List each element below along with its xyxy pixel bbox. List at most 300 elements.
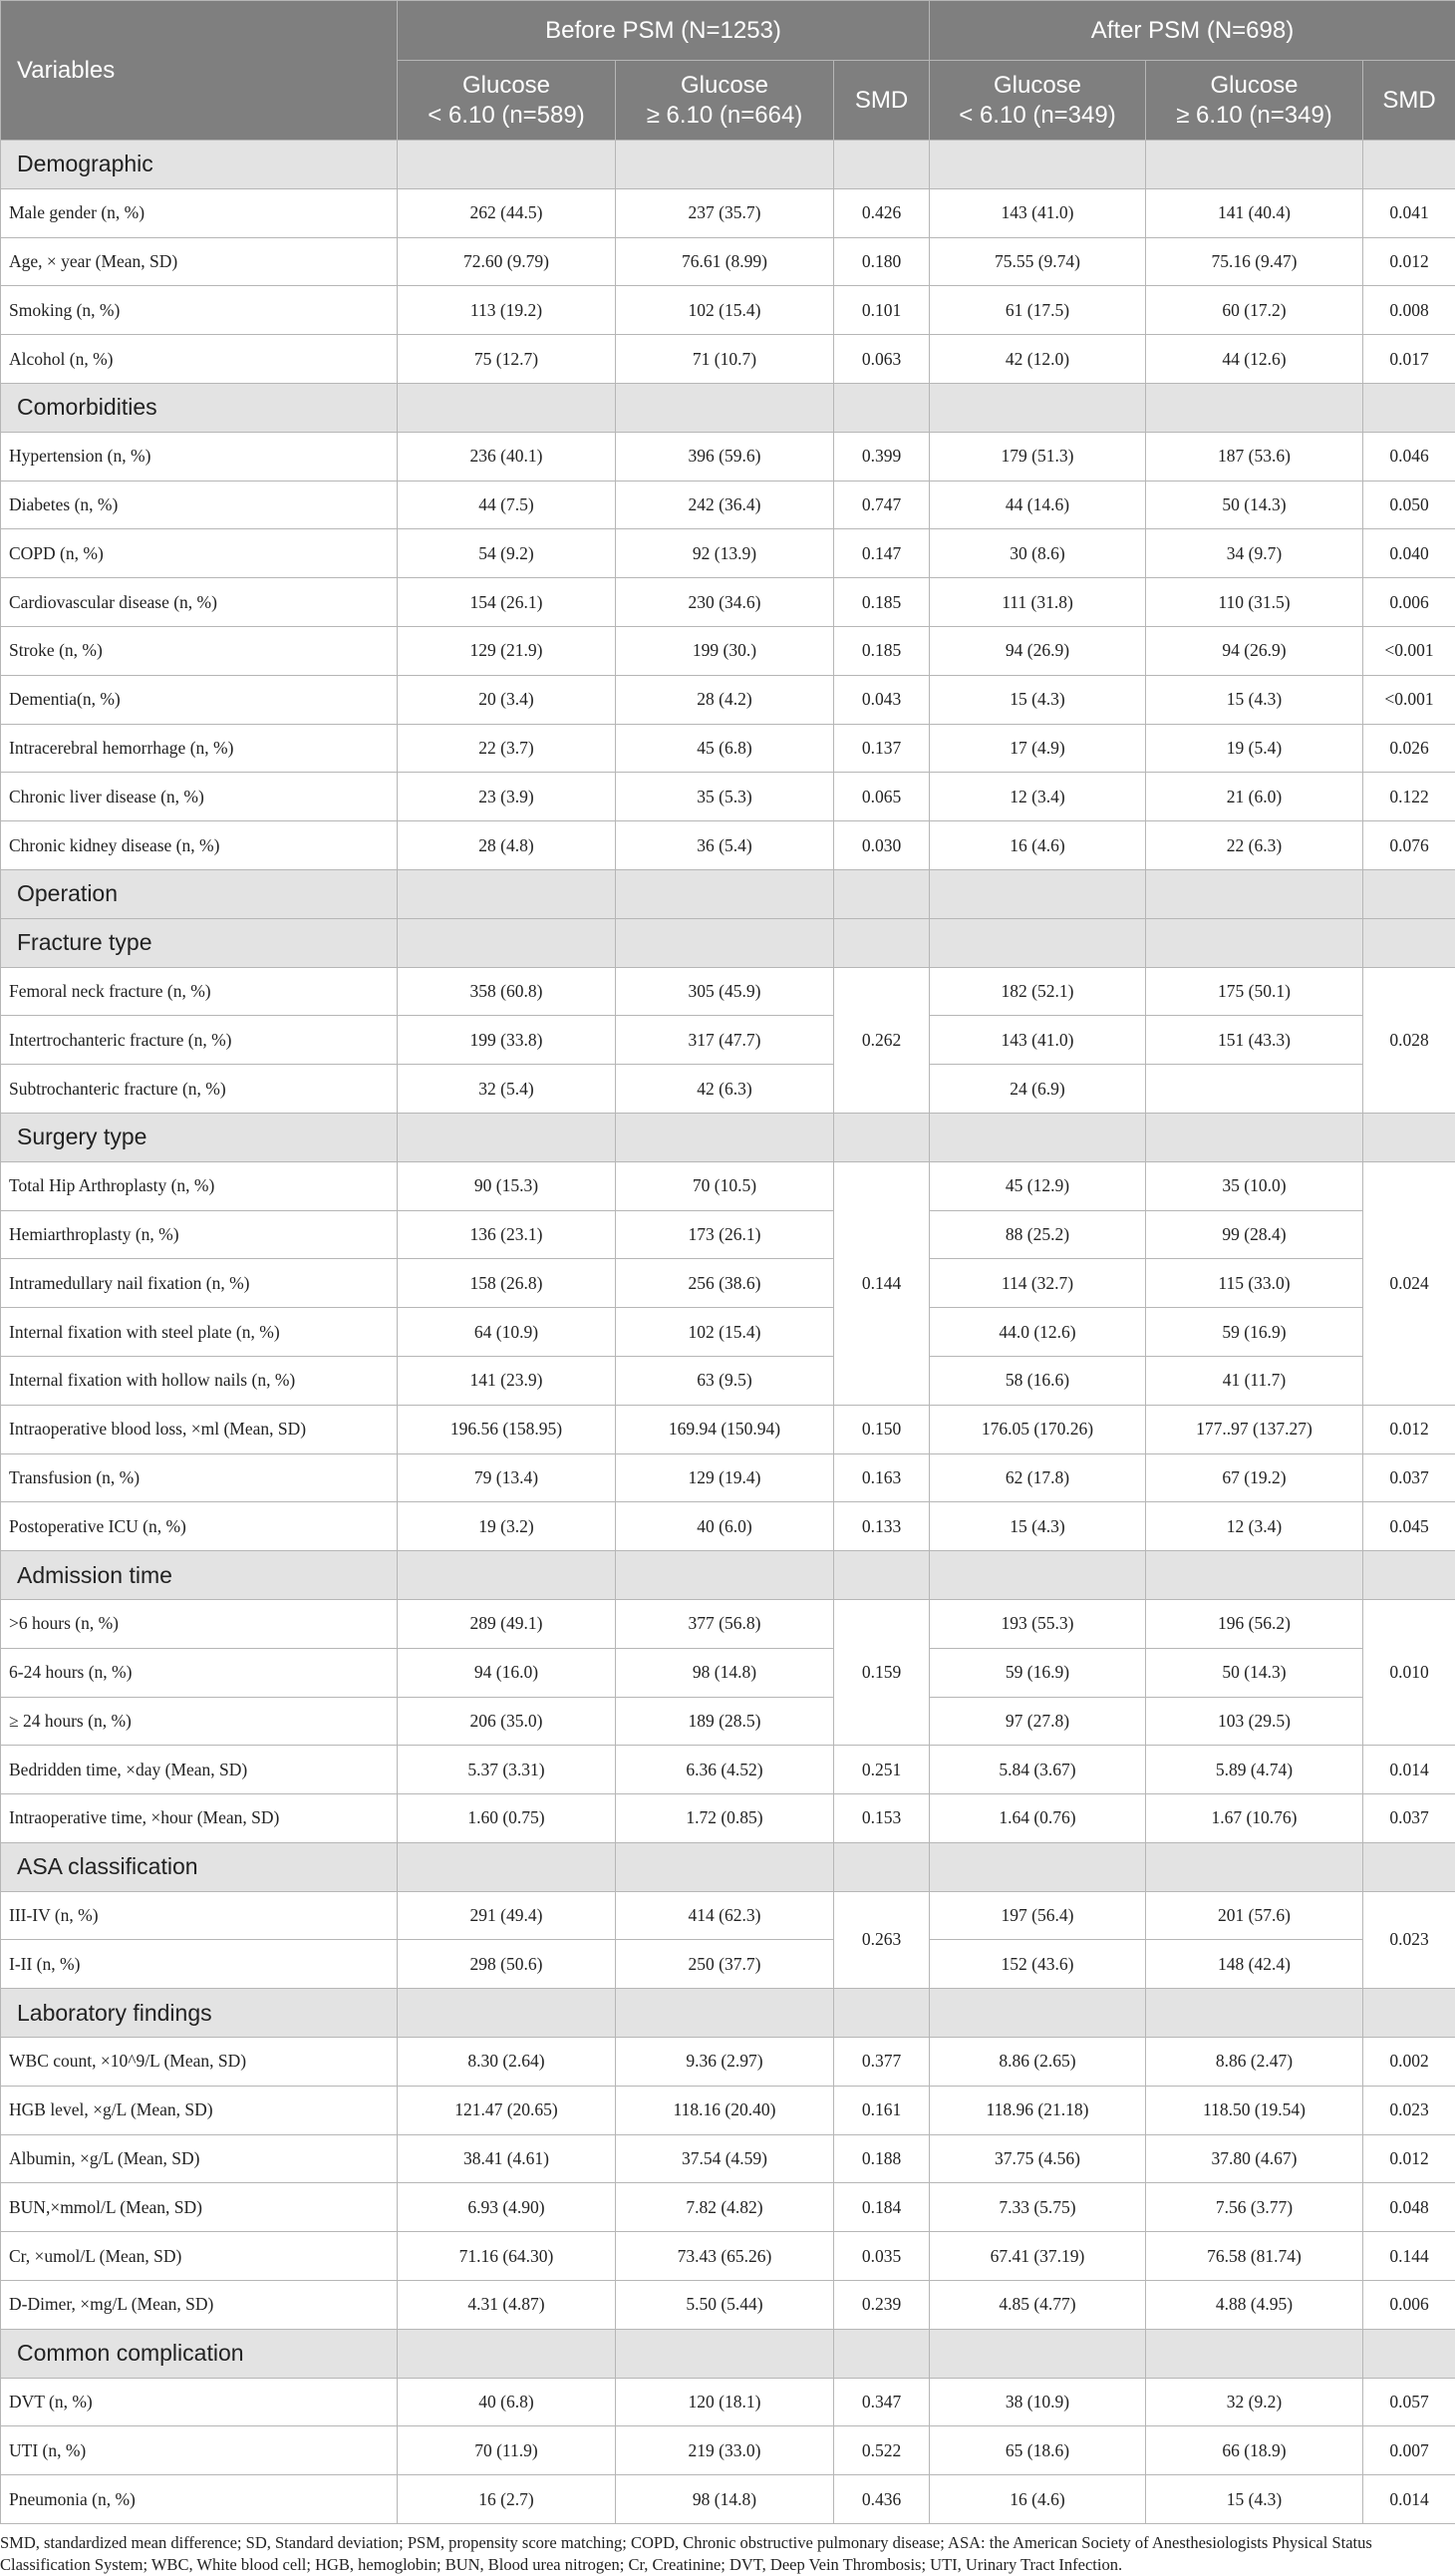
header-line: Glucose (680, 71, 769, 99)
table-row (1, 2183, 1455, 2232)
cell-after-smd: 0.017 (1363, 335, 1455, 384)
row-label: Internal fixation with steel plate (n, %) (1, 1308, 398, 1357)
cell-after-glucose-high: 12 (3.4) (1146, 1502, 1363, 1551)
section-empty-cell (930, 869, 1146, 918)
cell-before-glucose-high: 6.36 (4.52) (616, 1746, 834, 1794)
cell-before-glucose-low: 71.16 (64.30) (398, 2232, 616, 2281)
table-row (1, 2378, 1455, 2426)
cell-before-glucose-low: 94 (16.0) (398, 1648, 616, 1697)
cell-after-smd: 0.144 (1363, 2232, 1455, 2281)
section-empty-cell (1146, 1551, 1363, 1600)
cell-after-glucose-high: 75.16 (9.47) (1146, 237, 1363, 286)
section-empty-cell (1146, 918, 1363, 967)
row-label: 6-24 hours (n, %) (1, 1648, 398, 1697)
cell-after-glucose-low: 12 (3.4) (930, 773, 1146, 821)
table-row (1, 1161, 1455, 1210)
table-row (1, 1697, 1455, 1746)
cell-before-glucose-high: 242 (36.4) (616, 481, 834, 529)
cell-after-glucose-low: 7.33 (5.75) (930, 2183, 1146, 2232)
cell-before-glucose-high: 377 (56.8) (616, 1599, 834, 1648)
cell-after-glucose-low: 44 (14.6) (930, 481, 1146, 529)
cell-before-glucose-low: 44 (7.5) (398, 481, 616, 529)
section-title: Admission time (1, 1551, 398, 1600)
section-empty-cell (930, 1113, 1146, 1161)
cell-before-glucose-low: 6.93 (4.90) (398, 2183, 616, 2232)
cell-after-glucose-low: 118.96 (21.18) (930, 2086, 1146, 2134)
cell-before-glucose-high: 71 (10.7) (616, 335, 834, 384)
cell-after-glucose-low: 88 (25.2) (930, 1210, 1146, 1259)
table-row (1, 1259, 1455, 1308)
cell-before-glucose-high: 199 (30.) (616, 626, 834, 675)
cell-before-glucose-low: 5.37 (3.31) (398, 1746, 616, 1794)
cell-before-smd: 0.426 (834, 188, 930, 237)
cell-before-glucose-low: 20 (3.4) (398, 675, 616, 724)
cell-after-glucose-low: 143 (41.0) (930, 1016, 1146, 1065)
cell-after-smd: 0.012 (1363, 237, 1455, 286)
cell-before-glucose-low: 291 (49.4) (398, 1891, 616, 1940)
section-title: Comorbidities (1, 383, 398, 432)
header-line: SMD (1382, 86, 1436, 114)
cell-before-glucose-high: 414 (62.3) (616, 1891, 834, 1940)
section-title: Demographic (1, 141, 398, 189)
cell-before-glucose-high: 102 (15.4) (616, 286, 834, 335)
section-empty-cell (616, 383, 834, 432)
cell-before-glucose-high: 70 (10.5) (616, 1161, 834, 1210)
row-label: Intraoperative blood loss, ×ml (Mean, SD) (1, 1405, 398, 1453)
row-label: ≥ 24 hours (n, %) (1, 1697, 398, 1746)
row-label: III-IV (n, %) (1, 1891, 398, 1940)
table-row (1, 724, 1455, 773)
section-empty-cell (1146, 1842, 1363, 1891)
section-empty-cell (616, 918, 834, 967)
table-row (1, 1356, 1455, 1405)
cell-before-glucose-high: 45 (6.8) (616, 724, 834, 773)
cell-after-smd: 0.012 (1363, 2134, 1455, 2183)
cell-before-smd: 0.133 (834, 1502, 930, 1551)
cell-before-glucose-high: 305 (45.9) (616, 967, 834, 1016)
cell-after-glucose-high: 1.67 (10.76) (1146, 1794, 1363, 1843)
cell-before-smd: 0.188 (834, 2134, 930, 2183)
cell-after-glucose-high: 67 (19.2) (1146, 1453, 1363, 1502)
cell-before-smd: 0.147 (834, 529, 930, 578)
cell-before-glucose-high: 396 (59.6) (616, 432, 834, 481)
cell-before-smd: 0.153 (834, 1794, 930, 1843)
table-row (1, 188, 1455, 237)
cell-before-smd: 0.065 (834, 773, 930, 821)
row-label: Smoking (n, %) (1, 286, 398, 335)
cell-after-glucose-high: 196 (56.2) (1146, 1599, 1363, 1648)
cell-before-smd: 0.185 (834, 626, 930, 675)
table-row (1, 626, 1455, 675)
section-empty-cell (1363, 1551, 1455, 1600)
section-empty-cell (398, 383, 616, 432)
cell-after-glucose-low: 1.64 (0.76) (930, 1794, 1146, 1843)
table-row (1, 481, 1455, 529)
cell-after-glucose-low: 42 (12.0) (930, 335, 1146, 384)
section-header-row (1, 141, 1455, 189)
table-row (1, 1065, 1455, 1114)
header-line: SMD (854, 86, 909, 114)
row-label: Intraoperative time, ×hour (Mean, SD) (1, 1794, 398, 1843)
cell-after-glucose-low: 44.0 (12.6) (930, 1308, 1146, 1357)
table-row (1, 237, 1455, 286)
cell-before-glucose-low: 19 (3.2) (398, 1502, 616, 1551)
cell-before-glucose-high: 5.50 (5.44) (616, 2281, 834, 2330)
cell-after-smd: 0.057 (1363, 2378, 1455, 2426)
section-title: Fracture type (1, 918, 398, 967)
cell-after-glucose-low: 4.85 (4.77) (930, 2281, 1146, 2330)
cell-before-smd: 0.239 (834, 2281, 930, 2330)
section-empty-cell (1146, 1989, 1363, 2038)
cell-before-glucose-low: 289 (49.1) (398, 1599, 616, 1648)
table-row (1, 2086, 1455, 2134)
cell-before-glucose-low: 70 (11.9) (398, 2426, 616, 2475)
cell-before-smd: 0.747 (834, 481, 930, 529)
table-row (1, 1794, 1455, 1843)
cell-after-glucose-low: 193 (55.3) (930, 1599, 1146, 1648)
cell-before-glucose-low: 8.30 (2.64) (398, 2038, 616, 2087)
row-label: D-Dimer, ×mg/L (Mean, SD) (1, 2281, 398, 2330)
cell-after-glucose-high: 99 (28.4) (1146, 1210, 1363, 1259)
cell-after-smd: 0.014 (1363, 2475, 1455, 2524)
section-empty-cell (834, 141, 930, 189)
cell-before-glucose-low: 22 (3.7) (398, 724, 616, 773)
cell-after-glucose-high: 118.50 (19.54) (1146, 2086, 1363, 2134)
row-label: BUN,×mmol/L (Mean, SD) (1, 2183, 398, 2232)
cell-after-glucose-high: 8.86 (2.47) (1146, 2038, 1363, 2087)
section-empty-cell (616, 1842, 834, 1891)
section-title: Common complication (1, 2329, 398, 2378)
cell-before-glucose-low: 79 (13.4) (398, 1453, 616, 1502)
cell-before-glucose-high: 98 (14.8) (616, 1648, 834, 1697)
cell-before-glucose-low: 141 (23.9) (398, 1356, 616, 1405)
section-empty-cell (616, 1989, 834, 2038)
section-empty-cell (398, 869, 616, 918)
row-label: Alcohol (n, %) (1, 335, 398, 384)
cell-before-glucose-high: 230 (34.6) (616, 578, 834, 627)
section-empty-cell (398, 141, 616, 189)
section-empty-cell (930, 1842, 1146, 1891)
header-variables: Variables (1, 1, 398, 141)
table-body (1, 141, 1455, 2524)
section-empty-cell (930, 1989, 1146, 2038)
row-label: Hemiarthroplasty (n, %) (1, 1210, 398, 1259)
table-row (1, 1940, 1455, 1989)
table-row (1, 1308, 1455, 1357)
cell-before-glucose-high: 98 (14.8) (616, 2475, 834, 2524)
cell-before-smd: 0.161 (834, 2086, 930, 2134)
cell-before-smd: 0.184 (834, 2183, 930, 2232)
section-title: Laboratory findings (1, 1989, 398, 2038)
cell-after-smd: 0.023 (1363, 2086, 1455, 2134)
section-title: Surgery type (1, 1113, 398, 1161)
row-label: Bedridden time, ×day (Mean, SD) (1, 1746, 398, 1794)
table-row (1, 1891, 1455, 1940)
section-empty-cell (834, 383, 930, 432)
row-label: Chronic liver disease (n, %) (1, 773, 398, 821)
cell-after-glucose-high: 15 (4.3) (1146, 675, 1363, 724)
cell-before-glucose-high: 42 (6.3) (616, 1065, 834, 1114)
header-before-psm: Before PSM (N=1253) (398, 1, 930, 61)
cell-before-smd: 0.063 (834, 335, 930, 384)
header-after-psm: After PSM (N=698) (930, 1, 1455, 61)
cell-after-glucose-low: 111 (31.8) (930, 578, 1146, 627)
table-row (1, 2475, 1455, 2524)
cell-after-glucose-low: 30 (8.6) (930, 529, 1146, 578)
section-empty-cell (930, 918, 1146, 967)
row-label: Chronic kidney disease (n, %) (1, 821, 398, 870)
section-header-row (1, 1113, 1455, 1161)
cell-after-glucose-high: 5.89 (4.74) (1146, 1746, 1363, 1794)
cell-before-glucose-high: 317 (47.7) (616, 1016, 834, 1065)
header-before-smd (834, 61, 930, 141)
cell-after-glucose-high: 34 (9.7) (1146, 529, 1363, 578)
section-empty-cell (930, 1551, 1146, 1600)
table-row (1, 1453, 1455, 1502)
cell-before-glucose-high: 73.43 (65.26) (616, 2232, 834, 2281)
row-label: Dementia(n, %) (1, 675, 398, 724)
cell-before-glucose-high: 7.82 (4.82) (616, 2183, 834, 2232)
cell-after-smd: 0.012 (1363, 1405, 1455, 1453)
table-row (1, 2281, 1455, 2330)
cell-after-glucose-low: 152 (43.6) (930, 1940, 1146, 1989)
cell-before-smd: 0.436 (834, 2475, 930, 2524)
section-empty-cell (398, 2329, 616, 2378)
header-line: < 6.10 (n=349) (959, 101, 1116, 129)
row-label: I-II (n, %) (1, 1940, 398, 1989)
row-label: Femoral neck fracture (n, %) (1, 967, 398, 1016)
header-line: < 6.10 (n=589) (428, 101, 585, 129)
cell-after-glucose-high: 60 (17.2) (1146, 286, 1363, 335)
cell-before-glucose-low: 4.31 (4.87) (398, 2281, 616, 2330)
cell-before-glucose-high: 35 (5.3) (616, 773, 834, 821)
cell-after-smd: 0.045 (1363, 1502, 1455, 1551)
table-row (1, 335, 1455, 384)
section-empty-cell (1363, 1842, 1455, 1891)
cell-after-glucose-high: 50 (14.3) (1146, 1648, 1363, 1697)
section-empty-cell (398, 918, 616, 967)
cell-after-glucose-high: 21 (6.0) (1146, 773, 1363, 821)
cell-after-glucose-high: 110 (31.5) (1146, 578, 1363, 627)
cell-after-glucose-high: 32 (9.2) (1146, 2378, 1363, 2426)
cell-after-smd: 0.010 (1363, 1599, 1455, 1745)
row-label: Hypertension (n, %) (1, 432, 398, 481)
row-label: Intramedullary nail fixation (n, %) (1, 1259, 398, 1308)
section-empty-cell (1146, 1113, 1363, 1161)
section-empty-cell (398, 1989, 616, 2038)
header-after-glucose-high (1146, 61, 1363, 141)
row-label: Age, × year (Mean, SD) (1, 237, 398, 286)
table-footnote: SMD, standardized mean difference; SD, Standard deviation; PSM, propensity score matching; COPD, Chronic obstructive pulmonary disease; ASA: the American Society of Anesthesiologists Physical Status Classification System; WBC, White blood cell; HGB, hemoglobin; BUN, Blood urea nitrogen; Cr, Creatinine; DVT, Deep Vein Thrombosis; UTI, Urinary Tract Infection. (0, 2533, 1372, 2574)
row-label: UTI (n, %) (1, 2426, 398, 2475)
section-empty-cell (1363, 1113, 1455, 1161)
cell-before-glucose-high: 169.94 (150.94) (616, 1405, 834, 1453)
cell-before-glucose-high: 250 (37.7) (616, 1940, 834, 1989)
cell-before-glucose-high: 102 (15.4) (616, 1308, 834, 1357)
section-empty-cell (834, 1842, 930, 1891)
cell-before-smd: 0.399 (834, 432, 930, 481)
cell-after-glucose-high: 201 (57.6) (1146, 1891, 1363, 1940)
header-line: Glucose (993, 71, 1082, 99)
cell-before-smd: 0.035 (834, 2232, 930, 2281)
cell-before-glucose-low: 54 (9.2) (398, 529, 616, 578)
row-label: Cardiovascular disease (n, %) (1, 578, 398, 627)
table-row (1, 286, 1455, 335)
cell-before-glucose-low: 38.41 (4.61) (398, 2134, 616, 2183)
table-row (1, 1210, 1455, 1259)
cell-after-smd: 0.037 (1363, 1794, 1455, 1843)
cell-after-smd: 0.008 (1363, 286, 1455, 335)
cell-before-glucose-high: 76.61 (8.99) (616, 237, 834, 286)
cell-after-smd: 0.023 (1363, 1891, 1455, 1989)
cell-before-glucose-high: 237 (35.7) (616, 188, 834, 237)
table-row (1, 773, 1455, 821)
section-empty-cell (1363, 2329, 1455, 2378)
section-empty-cell (930, 141, 1146, 189)
cell-before-glucose-high: 63 (9.5) (616, 1356, 834, 1405)
table-row (1, 675, 1455, 724)
cell-after-glucose-low: 24 (6.9) (930, 1065, 1146, 1114)
row-label: COPD (n, %) (1, 529, 398, 578)
table-row (1, 1016, 1455, 1065)
cell-after-smd: 0.050 (1363, 481, 1455, 529)
cell-before-glucose-low: 129 (21.9) (398, 626, 616, 675)
row-label: Pneumonia (n, %) (1, 2475, 398, 2524)
cell-after-glucose-low: 15 (4.3) (930, 675, 1146, 724)
cell-before-glucose-low: 136 (23.1) (398, 1210, 616, 1259)
cell-after-smd: 0.026 (1363, 724, 1455, 773)
cell-after-glucose-high: 7.56 (3.77) (1146, 2183, 1363, 2232)
cell-before-smd: 0.347 (834, 2378, 930, 2426)
section-title: ASA classification (1, 1842, 398, 1891)
cell-after-smd: 0.007 (1363, 2426, 1455, 2475)
section-empty-cell (1146, 141, 1363, 189)
cell-before-smd: 0.180 (834, 237, 930, 286)
cell-before-glucose-high: 28 (4.2) (616, 675, 834, 724)
section-empty-cell (834, 869, 930, 918)
cell-after-glucose-high: 4.88 (4.95) (1146, 2281, 1363, 2330)
cell-before-glucose-low: 236 (40.1) (398, 432, 616, 481)
header-before-glucose-high (616, 61, 834, 141)
cell-after-glucose-high: 15 (4.3) (1146, 2475, 1363, 2524)
cell-before-glucose-high: 1.72 (0.85) (616, 1794, 834, 1843)
section-empty-cell (834, 1113, 930, 1161)
cell-before-glucose-high: 189 (28.5) (616, 1697, 834, 1746)
cell-before-glucose-low: 154 (26.1) (398, 578, 616, 627)
cell-before-glucose-low: 358 (60.8) (398, 967, 616, 1016)
cell-after-smd: 0.046 (1363, 432, 1455, 481)
row-label: Intracerebral hemorrhage (n, %) (1, 724, 398, 773)
cell-after-smd: 0.041 (1363, 188, 1455, 237)
cell-after-glucose-low: 67.41 (37.19) (930, 2232, 1146, 2281)
row-label: Internal fixation with hollow nails (n, %) (1, 1356, 398, 1405)
cell-before-glucose-low: 113 (19.2) (398, 286, 616, 335)
section-empty-cell (834, 1551, 930, 1600)
section-empty-cell (616, 1551, 834, 1600)
header-line: ≥ 6.10 (n=349) (1176, 101, 1332, 129)
row-label: Postoperative ICU (n, %) (1, 1502, 398, 1551)
cell-before-glucose-low: 72.60 (9.79) (398, 237, 616, 286)
cell-before-glucose-high: 9.36 (2.97) (616, 2038, 834, 2087)
cell-after-glucose-low: 97 (27.8) (930, 1697, 1146, 1746)
cell-after-glucose-low: 8.86 (2.65) (930, 2038, 1146, 2087)
section-header-row (1, 2329, 1455, 2378)
row-label: Intertrochanteric fracture (n, %) (1, 1016, 398, 1065)
cell-before-smd: 0.137 (834, 724, 930, 773)
cell-after-smd: 0.014 (1363, 1746, 1455, 1794)
header-line: Glucose (461, 71, 551, 99)
section-header-row (1, 869, 1455, 918)
header-row-1 (1, 1, 1455, 61)
table-row (1, 2426, 1455, 2475)
header-after-glucose-low (930, 61, 1146, 141)
table-header (1, 1, 1455, 141)
section-empty-cell (1363, 141, 1455, 189)
section-empty-cell (1363, 1989, 1455, 2038)
section-empty-cell (834, 2329, 930, 2378)
row-label: DVT (n, %) (1, 2378, 398, 2426)
cell-after-glucose-low: 5.84 (3.67) (930, 1746, 1146, 1794)
cell-after-smd: 0.006 (1363, 2281, 1455, 2330)
cell-before-glucose-low: 32 (5.4) (398, 1065, 616, 1114)
cell-before-smd: 0.159 (834, 1599, 930, 1745)
table-row (1, 1599, 1455, 1648)
section-empty-cell (930, 383, 1146, 432)
header-line: ≥ 6.10 (n=664) (646, 101, 803, 129)
cell-after-glucose-low: 17 (4.9) (930, 724, 1146, 773)
section-empty-cell (398, 1551, 616, 1600)
cell-before-smd: 0.043 (834, 675, 930, 724)
cell-after-glucose-high: 35 (10.0) (1146, 1161, 1363, 1210)
table-row (1, 967, 1455, 1016)
section-empty-cell (834, 1989, 930, 2038)
table-row (1, 2134, 1455, 2183)
cell-after-glucose-low: 143 (41.0) (930, 188, 1146, 237)
cell-before-smd: 0.185 (834, 578, 930, 627)
cell-after-glucose-high: 187 (53.6) (1146, 432, 1363, 481)
row-label: Transfusion (n, %) (1, 1453, 398, 1502)
section-header-row (1, 1551, 1455, 1600)
cell-after-glucose-high: 76.58 (81.74) (1146, 2232, 1363, 2281)
cell-before-glucose-low: 206 (35.0) (398, 1697, 616, 1746)
cell-after-glucose-low: 16 (4.6) (930, 821, 1146, 870)
cell-before-smd: 0.522 (834, 2426, 930, 2475)
cell-after-glucose-high: 22 (6.3) (1146, 821, 1363, 870)
row-label: Diabetes (n, %) (1, 481, 398, 529)
cell-after-glucose-low: 16 (4.6) (930, 2475, 1146, 2524)
cell-after-smd: 0.048 (1363, 2183, 1455, 2232)
cell-after-glucose-high: 94 (26.9) (1146, 626, 1363, 675)
cell-after-glucose-low: 45 (12.9) (930, 1161, 1146, 1210)
cell-after-glucose-high (1146, 1065, 1363, 1114)
cell-before-smd: 0.377 (834, 2038, 930, 2087)
table-row (1, 432, 1455, 481)
cell-before-smd: 0.030 (834, 821, 930, 870)
section-empty-cell (616, 869, 834, 918)
cell-before-glucose-high: 37.54 (4.59) (616, 2134, 834, 2183)
cell-after-glucose-high: 44 (12.6) (1146, 335, 1363, 384)
cell-before-glucose-low: 75 (12.7) (398, 335, 616, 384)
cell-after-glucose-high: 148 (42.4) (1146, 1940, 1363, 1989)
section-empty-cell (398, 1842, 616, 1891)
cell-before-glucose-low: 40 (6.8) (398, 2378, 616, 2426)
cell-before-glucose-high: 256 (38.6) (616, 1259, 834, 1308)
cell-after-glucose-low: 62 (17.8) (930, 1453, 1146, 1502)
section-empty-cell (398, 1113, 616, 1161)
cell-after-smd: 0.076 (1363, 821, 1455, 870)
cell-before-glucose-high: 40 (6.0) (616, 1502, 834, 1551)
section-empty-cell (1363, 918, 1455, 967)
